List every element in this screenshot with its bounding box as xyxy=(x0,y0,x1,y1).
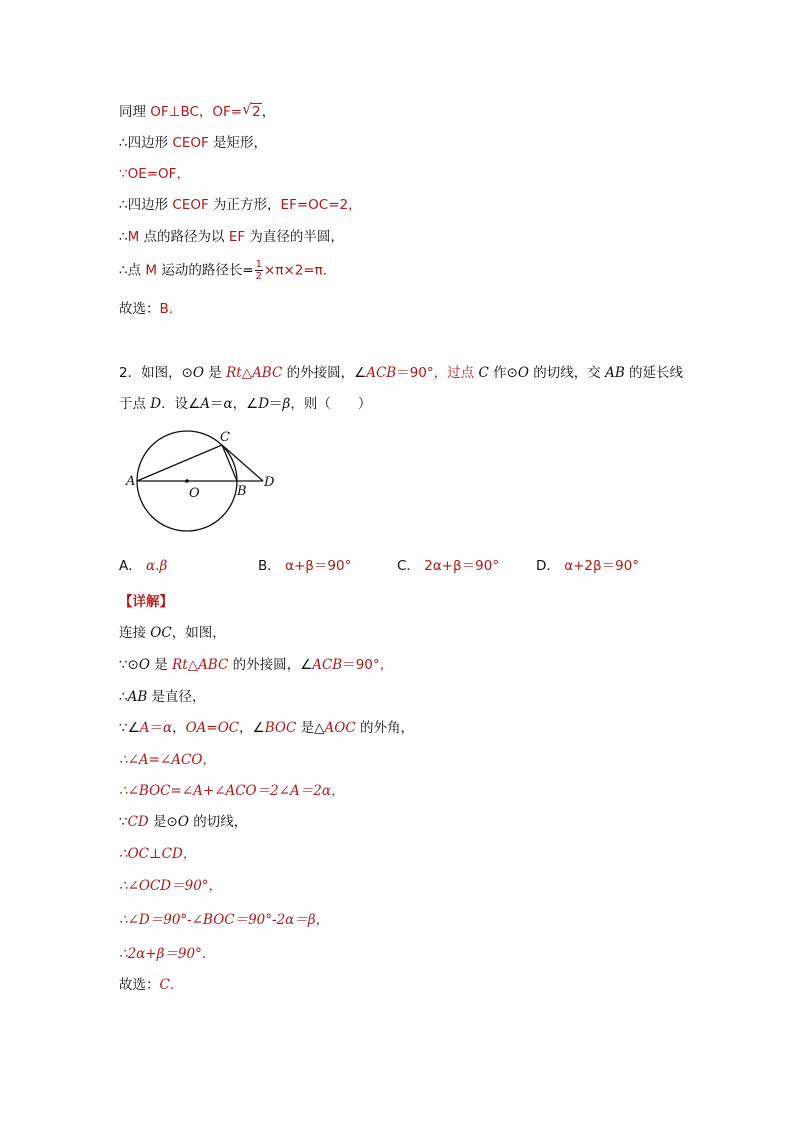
s4-f: 是△ xyxy=(296,720,325,736)
segment-cb xyxy=(222,445,237,481)
s2-abc: ABC xyxy=(198,657,229,673)
q1-O2: O xyxy=(517,365,529,381)
q1-c: △ xyxy=(241,365,253,381)
q2-a: 于点 xyxy=(119,396,151,412)
s2-a: ∵⊙ xyxy=(119,657,139,673)
prev-line-1-prefix: 同理 xyxy=(119,104,151,120)
segment-cd xyxy=(222,445,263,481)
option-a[interactable] xyxy=(119,556,167,576)
s4-boc: BOC xyxy=(264,720,297,736)
s7-a: ∵ xyxy=(119,814,128,830)
sqrt-2: √ 2 xyxy=(242,100,261,120)
segment-ac xyxy=(137,445,222,481)
q2-c: ＝ xyxy=(209,396,224,412)
s7-cd: CD xyxy=(127,814,149,830)
s2-acb: ACB xyxy=(312,657,343,673)
s3-c: 是直径， xyxy=(147,689,206,705)
s4-b: ＝ xyxy=(149,720,163,736)
s1-c: ，如图， xyxy=(171,625,226,641)
prev-line-6-d: ×π×2=π． xyxy=(264,262,337,279)
option-c-letter: C． xyxy=(397,558,420,574)
q1-C: C xyxy=(478,365,489,381)
question-line-2 xyxy=(119,394,371,414)
s4-alpha: α xyxy=(162,720,173,736)
q1-e: ＝90°，过点 xyxy=(396,365,479,381)
s4-g: 的外角， xyxy=(355,720,414,736)
option-b-expr: α+β＝90° xyxy=(285,558,352,574)
s2-O: O xyxy=(138,657,150,673)
label-d: D xyxy=(264,475,275,490)
s4-e: ，∠ xyxy=(239,720,265,736)
prev-line-2-a: ∴四边形 xyxy=(119,135,173,151)
s4-aoc: AOC xyxy=(324,720,356,736)
prev-line-5-d: EF xyxy=(228,229,246,245)
prev-line-7-b: B． xyxy=(159,301,183,317)
q1-rt: Rt xyxy=(226,365,242,381)
s3-b: AB xyxy=(127,689,148,705)
s12-a: 故选： xyxy=(119,977,160,993)
solution-line-9: ∴∠OCD＝90°， xyxy=(119,878,223,894)
option-d[interactable] xyxy=(536,556,639,576)
solution-line-2 xyxy=(119,655,393,675)
s1-b: OC xyxy=(150,625,172,641)
prev-line-5-c: 点的路径为以 xyxy=(139,229,229,245)
prev-line-6 xyxy=(119,259,336,282)
s4-a: ∵∠ xyxy=(119,720,140,736)
prev-line-4-b: CEOF xyxy=(172,197,209,213)
s2-d: 的外接圆，∠ xyxy=(228,657,313,673)
q2-e: ＝ xyxy=(269,396,283,412)
prev-line-6-b: M xyxy=(145,262,158,279)
prev-line-4-c: 为正方形， xyxy=(208,197,281,213)
solution-line-8: ∴OC⊥CD， xyxy=(119,846,197,862)
q1-f: 作⊙ xyxy=(488,365,518,381)
prev-line-5-b: M xyxy=(127,229,140,245)
q1-d: 的外接圆，∠ xyxy=(282,365,367,381)
solution-line-7 xyxy=(119,812,247,832)
option-c-expr: 2α+β＝90° xyxy=(424,558,500,574)
prev-line-5-e: 为直径的半圆， xyxy=(245,229,344,245)
prev-line-2-b: CEOF xyxy=(172,135,209,151)
label-b: B xyxy=(237,484,247,499)
sqrt-radicand: 2 xyxy=(252,104,261,120)
prev-line-4-a: ∴四边形 xyxy=(119,197,173,213)
option-d-expr: α+2β＝90° xyxy=(564,558,640,574)
q2-beta: β xyxy=(282,396,291,412)
q1-h: 的延长线 xyxy=(624,365,684,381)
prev-line-1 xyxy=(119,102,275,122)
q1-a: 2．如图，⊙ xyxy=(119,365,193,381)
s3-a: ∴ xyxy=(119,689,128,705)
s7-O: O xyxy=(177,814,189,830)
s7-b: 是⊙ xyxy=(148,814,178,830)
prev-line-3: ∵OE=OF， xyxy=(119,166,190,182)
prev-line-7 xyxy=(119,299,182,319)
prev-line-6-c: 运动的路径长= xyxy=(157,262,254,279)
question-line-1 xyxy=(119,363,683,383)
s2-b: 是 xyxy=(149,657,173,673)
option-a-expr: α.β xyxy=(146,558,168,574)
q1-b: 是 xyxy=(203,365,227,381)
center-dot xyxy=(185,479,189,483)
q1-g: 的切线，交 xyxy=(528,365,606,381)
solution-line-1 xyxy=(119,623,226,643)
label-o: O xyxy=(189,486,200,501)
option-c[interactable] xyxy=(397,556,499,576)
solution-line-12 xyxy=(119,975,183,995)
s7-c: 的切线， xyxy=(188,814,248,830)
prev-line-5-a: ∴ xyxy=(119,229,128,245)
q2-d: ，∠ xyxy=(232,396,259,412)
q2-A: A xyxy=(200,396,210,412)
q2-D2: D xyxy=(258,396,270,412)
label-a: A xyxy=(126,474,136,489)
fraction-numerator: 1 xyxy=(255,259,263,270)
solution-line-5: ∴∠A=∠ACO， xyxy=(119,752,216,768)
s2-rt: Rt xyxy=(172,657,188,673)
prev-line-6-a: ∴点 xyxy=(119,262,146,279)
prev-line-5 xyxy=(119,227,344,247)
s4-c: ， xyxy=(172,720,186,736)
prev-line-4-d: EF=OC=2， xyxy=(280,197,362,213)
solution-line-6: ∴∠BOC=∠A+∠ACO＝2∠A＝2α， xyxy=(119,783,345,799)
fraction-one-half xyxy=(255,259,263,282)
s2-e: ＝90°， xyxy=(342,657,394,673)
option-d-letter: D． xyxy=(536,558,560,574)
q2-f: ，则（ ） xyxy=(290,396,372,412)
label-c: C xyxy=(220,430,230,445)
fraction-denominator: 2 xyxy=(255,271,263,282)
prev-line-4 xyxy=(119,195,362,215)
q2-b: ．设∠ xyxy=(161,396,201,412)
circle-tangent-figure xyxy=(120,425,290,537)
q1-AB: AB xyxy=(605,365,625,381)
prev-line-2-c: 是矩形， xyxy=(208,135,268,151)
s4-A: A xyxy=(139,720,150,736)
s4-oa: OA xyxy=(185,720,207,736)
q1-abc: ABC xyxy=(252,365,283,381)
q2-alpha: α xyxy=(223,396,233,412)
q1-O: O xyxy=(192,365,204,381)
q2-D: D xyxy=(150,396,162,412)
prev-line-7-a: 故选： xyxy=(119,301,160,317)
prev-line-1-end: ， xyxy=(261,104,276,120)
solution-line-3 xyxy=(119,687,206,707)
option-b-letter: B． xyxy=(258,558,281,574)
solution-line-11: ∴2α+β＝90°． xyxy=(119,946,216,962)
s12-b: C． xyxy=(159,977,184,993)
prev-line-2 xyxy=(119,133,267,153)
option-a-letter: A． xyxy=(119,558,142,574)
s1-a: 连接 xyxy=(119,625,151,641)
s2-c: △ xyxy=(187,657,199,673)
prev-line-1-body: OF⊥BC，OF= xyxy=(150,104,243,120)
solution-line-4 xyxy=(119,718,414,738)
s4-d: = xyxy=(206,720,218,736)
s4-oc: OC xyxy=(217,720,240,736)
q1-acb: ACB xyxy=(366,365,397,381)
solution-header: 【详解】 xyxy=(119,594,173,610)
solution-line-10: ∴∠D＝90°-∠BOC＝90°-2α＝β， xyxy=(119,912,330,928)
option-b[interactable] xyxy=(258,556,351,576)
